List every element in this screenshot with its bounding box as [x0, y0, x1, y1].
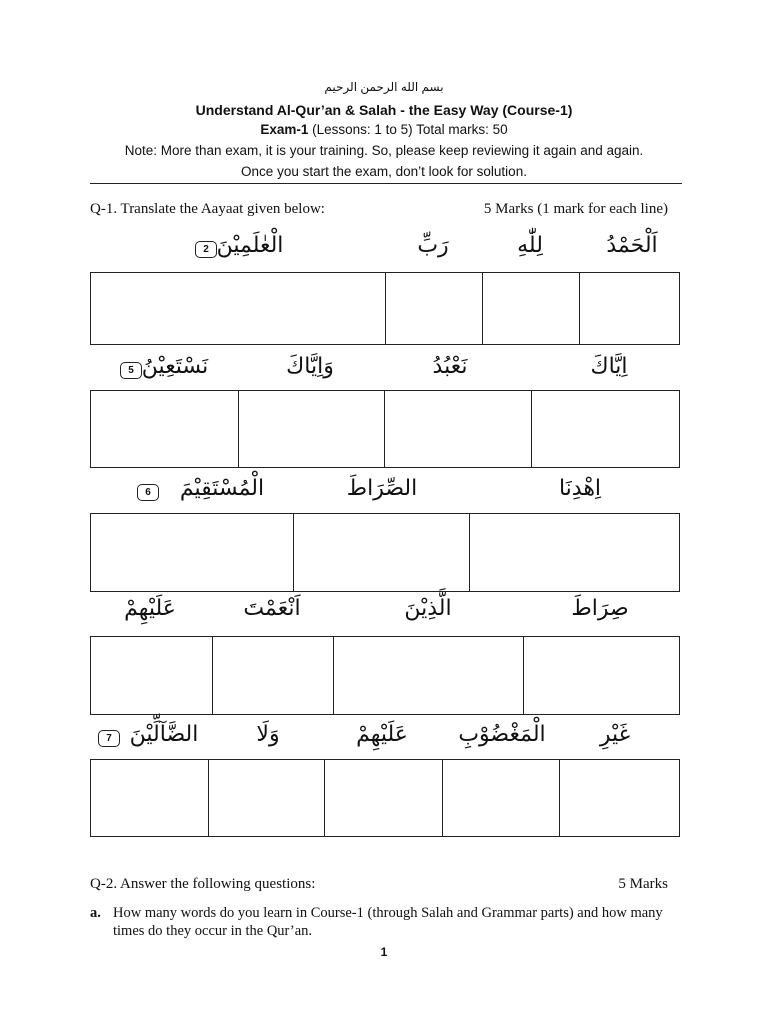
arabic-word: وَلَا — [256, 722, 280, 747]
answer-cell[interactable] — [213, 637, 335, 714]
answer-cell[interactable] — [532, 391, 680, 467]
aayah-row-5 — [90, 722, 680, 762]
answer-cell[interactable] — [325, 760, 443, 836]
answer-cell[interactable] — [386, 273, 483, 344]
arabic-word: الْمُسْتَقِيْمَ — [179, 476, 265, 501]
exam-detail: (Lessons: 1 to 5) Total marks: 50 — [308, 122, 508, 137]
exam-subtitle — [0, 122, 768, 137]
arabic-word: اَنْعَمْتَ — [243, 596, 301, 621]
arabic-word: عَلَيْهِمْ — [124, 596, 176, 621]
arabic-word: الَّذِيْنَ — [404, 596, 452, 621]
aayah-row-1 — [90, 233, 680, 273]
answer-row-4 — [90, 636, 680, 715]
arabic-word: الْمَغْضُوْبِ — [458, 722, 546, 747]
answer-cell[interactable] — [91, 391, 239, 467]
page-number: 1 — [380, 945, 388, 959]
answer-cell[interactable] — [239, 391, 386, 467]
exam-title: Understand Al-Qur’an & Salah - the Easy Way (Course-1) — [195, 102, 573, 118]
answer-cell[interactable] — [334, 637, 523, 714]
arabic-word: لِلّٰهِ — [517, 233, 543, 258]
arabic-word: الصِّرَاطَ — [346, 476, 418, 501]
answer-cell[interactable] — [91, 637, 213, 714]
arabic-word: نَعْبُدُ — [432, 354, 468, 379]
question-2-label: Q-2. Answer the following questions: — [90, 876, 316, 892]
ayah-number-marker: 2 — [195, 241, 217, 258]
arabic-word: صِرَاطَ — [571, 596, 629, 621]
question-1-heading — [90, 201, 668, 218]
arabic-word: عَلَيْهِمْ — [356, 722, 408, 747]
arabic-word: اِهْدِنَا — [558, 476, 602, 501]
arabic-word: اَلْحَمْدُ — [606, 233, 658, 258]
arabic-word: الضَّآلِّيْنَ — [129, 722, 199, 747]
item-letter: a. — [90, 905, 101, 921]
arabic-word: وَاِيَّاكَ — [286, 354, 334, 379]
aayah-row-2 — [90, 354, 680, 394]
answer-row-2 — [90, 390, 680, 468]
ayah-number-marker: 7 — [98, 730, 120, 747]
arabic-word: غَيْرِ — [599, 722, 631, 747]
question-2-item-a — [90, 904, 670, 940]
bismillah-line: بسم الله الرحمن الرحيم — [324, 80, 444, 94]
answer-cell[interactable] — [91, 760, 209, 836]
answer-cell[interactable] — [91, 273, 386, 344]
ayah-number-marker: 6 — [137, 484, 159, 501]
answer-cell[interactable] — [580, 273, 679, 344]
answer-cell[interactable] — [385, 391, 532, 467]
answer-cell[interactable] — [470, 514, 679, 591]
answer-cell[interactable] — [443, 760, 561, 836]
aayah-row-4 — [90, 596, 680, 636]
answer-row-5 — [90, 759, 680, 837]
answer-cell[interactable] — [294, 514, 469, 591]
arabic-word: نَسْتَعِيْنُ — [141, 354, 209, 379]
answer-row-1 — [90, 272, 680, 345]
question-1-label: Q-1. Translate the Aayaat given below: — [90, 201, 325, 217]
question-2-marks: 5 Marks — [618, 876, 668, 892]
question-1-marks: 5 Marks (1 mark for each line) — [483, 201, 668, 217]
note-line-1: Note: More than exam, it is your training. So, please keep reviewing it again and again. — [124, 143, 644, 158]
ayah-number-marker: 5 — [120, 362, 142, 379]
aayah-row-3 — [90, 476, 680, 516]
answer-cell[interactable] — [91, 514, 294, 591]
answer-cell[interactable] — [524, 637, 679, 714]
question-2-heading — [90, 876, 668, 893]
answer-row-3 — [90, 513, 680, 592]
arabic-word: رَبِّ — [417, 233, 449, 258]
answer-cell[interactable] — [560, 760, 679, 836]
item-text: How many words do you learn in Course-1 (through Salah and Grammar parts) and how many times do they occur in the Qur’an. — [113, 905, 663, 939]
header-divider — [90, 183, 682, 184]
answer-cell[interactable] — [483, 273, 581, 344]
answer-cell[interactable] — [209, 760, 326, 836]
note-line-2: Once you start the exam, don’t look for solution. — [241, 164, 527, 179]
arabic-word: اِيَّاكَ — [590, 354, 628, 379]
exam-label: Exam-1 — [260, 122, 309, 137]
arabic-word: الْعٰلَمِيْنَ — [216, 233, 284, 258]
